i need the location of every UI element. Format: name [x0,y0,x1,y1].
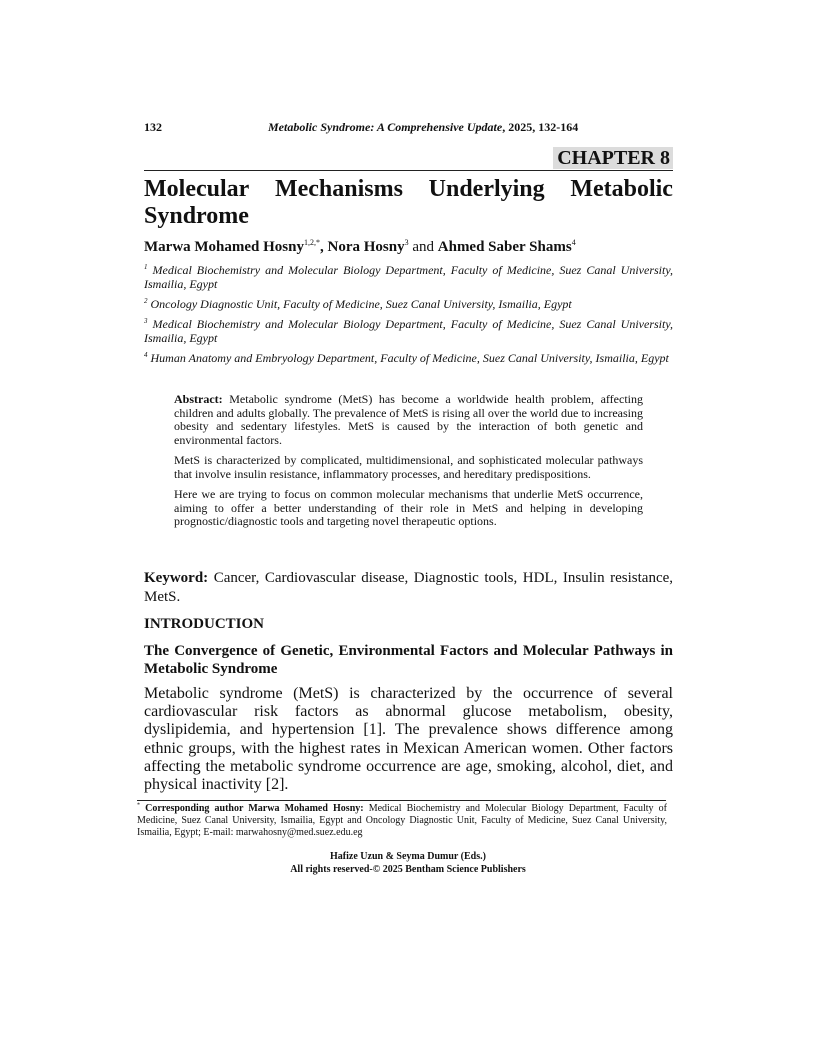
publisher-info [137,851,679,876]
abstract-paragraph: MetS is characterized by complicated, multidimensional, and sophisticated molecular pathways that involve insulin resistance, inflammatory processes, and hereditary predispositions. [174,453,643,481]
title-line-1 [144,176,673,203]
affiliation [144,297,673,311]
footnote-text: Medical Biochemistry and Molecular Biology Department, Faculty of Medicine, Suez Canal University, Ismailia, Egypt and Oncology Diagnostic Unit, Faculty of Medicine, Suez Canal University, Ismailia, Egypt; E-mail: marwahosny@med.suez.edu.eg [137,803,668,839]
footnote-divider [137,800,666,801]
running-header [144,118,674,138]
affiliation-text: Medical Biochemistry and Molecular Biology Department, Faculty of Medicine, Suez Canal University, Ismailia, Egypt [144,317,673,345]
affiliation [144,263,673,291]
footnote-mark: * [137,802,140,809]
page-number: 132 [144,120,162,134]
corresponding-author-footnote [137,803,667,840]
journal-title: Metabolic Syndrome: A Comprehensive Update [268,120,503,134]
abstract-text: Metabolic syndrome (MetS) has become a worldwide health problem, affecting children and adults globally. The prevalence of MetS is rising all over the world due to increasing obesity and sedentary lifestyles. MetS is caused by the interaction of both genetic and environmental factors. [174,392,644,447]
journal-citation [268,120,578,135]
affiliation-text: Oncology Diagnostic Unit, Faculty of Medicine, Suez Canal University, Ismailia, Egypt [150,297,572,311]
footnote-label: Corresponding author Marwa Mohamed Hosny: [145,803,364,814]
author-name: Marwa Mohamed Hosny [144,239,304,255]
author-separator: , [320,239,328,255]
abstract-paragraph: Here we are trying to focus on common molecular mechanisms that underlie MetS occurrence, aiming to offer a better understanding of their role in MetS and helping in developing prognostic/diagnostic tools and targeting novel therapeutic options. [174,487,643,528]
affiliation [144,351,673,365]
editors-line: Hafize Uzun & Seyma Dumur (Eds.) [330,851,486,862]
affiliation-number: 3 [144,317,148,325]
keywords-label: Keyword: [144,570,209,586]
author-affil-mark: 4 [571,238,576,247]
copyright-line: All rights reserved-© 2025 Bentham Science Publishers [290,863,526,875]
abstract-paragraph [174,393,643,447]
subsection-heading: The Convergence of Genetic, Environmental Factors and Molecular Pathways in Metabolic Syndrome [144,643,673,677]
title-word: Mechanisms [274,176,403,202]
author-list [144,238,673,256]
section-heading: INTRODUCTION [144,616,265,632]
body-paragraph: Metabolic syndrome (MetS) is characterized by the occurrence of several cardiovascular risk factors as abnormal glucose metabolism, obesity, dyslipidemia, and hypertension [1]. The prevalence shows difference among ethnic groups, with the highest rates in Mexican American women. Other factors affecting the metabolic syndrome occurrence are age, smoking, alcohol, diet, and physical inactivity [2]. [144,685,673,794]
title-line-2: Syndrome [144,203,249,229]
title-word: Molecular [144,176,250,202]
chapter-divider [144,170,673,171]
affiliation [144,317,673,345]
abstract-block [174,393,643,536]
author-name: Nora Hosny [327,239,405,255]
title-word: Metabolic [570,176,673,202]
affiliation-number: 1 [144,263,148,271]
author-conjunction: and [408,239,438,255]
affiliation-number: 2 [144,297,148,305]
author-affil-mark: 3 [404,238,409,247]
affiliation-number: 4 [144,351,148,359]
journal-year-pages: , 2025, 132-164 [502,120,579,134]
keywords-text: Cancer, Cardiovascular disease, Diagnostic tools, HDL, Insulin resistance, MetS. [144,570,674,605]
author-name: Ahmed Saber Shams [437,239,572,255]
affiliation-text: Medical Biochemistry and Molecular Biology Department, Faculty of Medicine, Suez Canal University, Ismailia, Egypt [144,263,673,291]
chapter-label: CHAPTER 8 [553,147,673,169]
affiliation-text: Human Anatomy and Embryology Department, Faculty of Medicine, Suez Canal University, Ismailia, Egypt [150,351,669,365]
title-word: Underlying [428,176,545,202]
author-affil-mark: 1,2,* [304,238,320,247]
keywords [144,569,673,607]
abstract-label: Abstract: [174,392,223,406]
chapter-title [144,176,673,230]
